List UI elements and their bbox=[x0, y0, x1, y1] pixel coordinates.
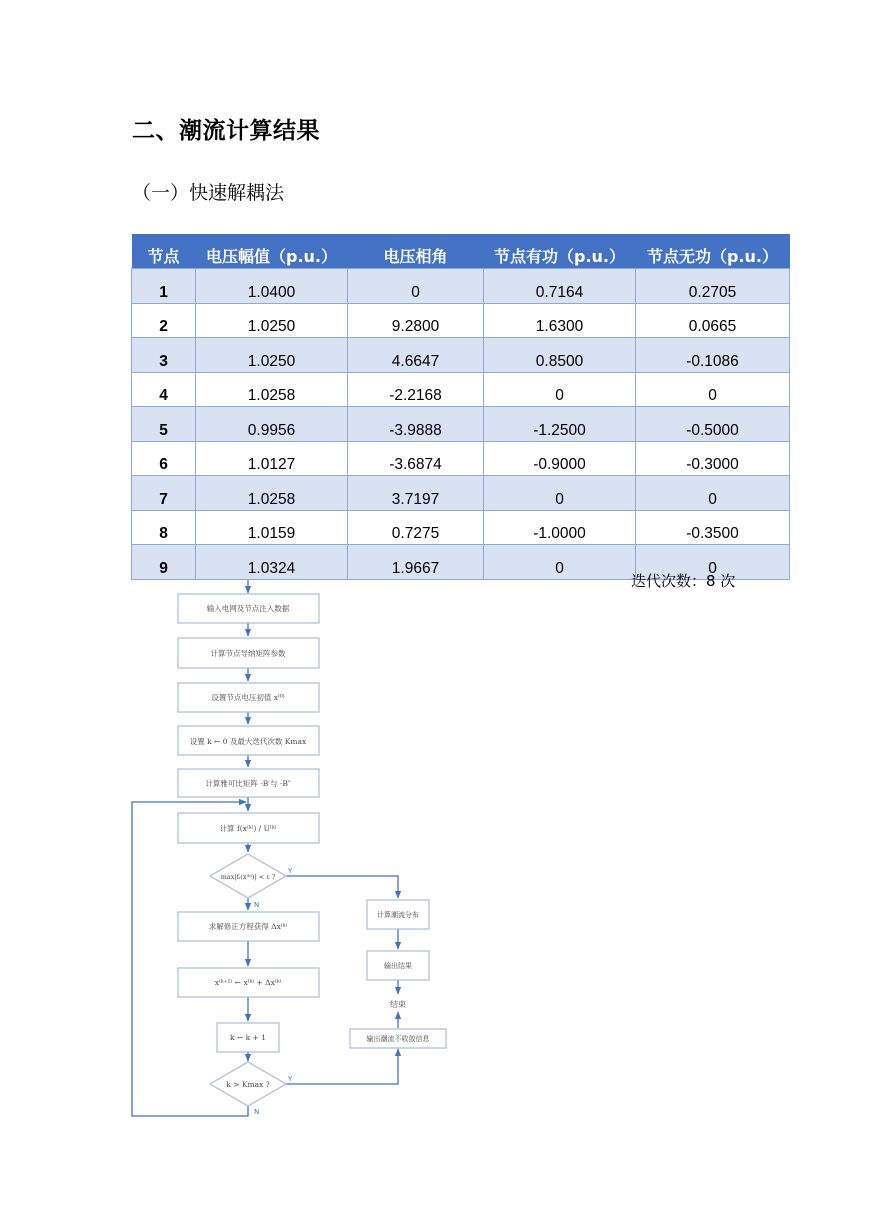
cell-node: 3 bbox=[132, 338, 196, 373]
cell-voltage-magnitude: 1.0250 bbox=[196, 303, 348, 338]
step-admittance-text: 计算节点导纳矩阵参数 bbox=[210, 649, 286, 658]
step-output-text: 输出结果 bbox=[384, 962, 412, 970]
cell-voltage-angle: 0.7275 bbox=[348, 510, 484, 545]
column-header-active-power: 节点有功（p.u.） bbox=[484, 234, 636, 269]
cell-active-power: 0 bbox=[484, 545, 636, 580]
column-header-voltage-magnitude: 电压幅值（p.u.） bbox=[196, 234, 348, 269]
cell-voltage-angle: 0 bbox=[348, 269, 484, 304]
cell-voltage-angle: -3.9888 bbox=[348, 407, 484, 442]
cell-active-power: 0 bbox=[484, 476, 636, 511]
step-end-text: 结束 bbox=[390, 1000, 406, 1009]
cell-node: 6 bbox=[132, 441, 196, 476]
cell-reactive-power: -0.5000 bbox=[636, 407, 790, 442]
step-set-k-text: 设置 k ← 0 及最大迭代次数 Kmax bbox=[189, 737, 307, 746]
cell-voltage-angle: 4.6647 bbox=[348, 338, 484, 373]
decision-converge-text: max|fᵢ(x⁽ᵏ⁾)| < ε ? bbox=[220, 873, 276, 881]
cell-node: 9 bbox=[132, 545, 196, 580]
cell-voltage-angle: 9.2800 bbox=[348, 303, 484, 338]
column-header-node: 节点 bbox=[132, 234, 196, 269]
step-calc-flow-text: 计算潮流分布 bbox=[377, 911, 419, 919]
cell-active-power: 0 bbox=[484, 372, 636, 407]
cell-voltage-magnitude: 1.0258 bbox=[196, 476, 348, 511]
cell-reactive-power: 0 bbox=[636, 372, 790, 407]
cell-reactive-power: -0.1086 bbox=[636, 338, 790, 373]
cell-node: 8 bbox=[132, 510, 196, 545]
step-update-text: x⁽ᵏ⁺¹⁾ ← x⁽ᵏ⁾ + Δx⁽ᵏ⁾ bbox=[214, 978, 282, 987]
step-input-text: 输入电网及节点注入数据 bbox=[206, 604, 290, 613]
cell-voltage-magnitude: 1.0159 bbox=[196, 510, 348, 545]
subsection-title: （一）快速解耦法 bbox=[132, 182, 285, 204]
column-header-reactive-power: 节点无功（p.u.） bbox=[636, 234, 790, 269]
step-solve-text: 求解修正方程获得 Δx⁽ᵏ⁾ bbox=[208, 922, 288, 931]
cell-voltage-angle: 3.7197 bbox=[348, 476, 484, 511]
column-header-voltage-angle: 电压相角 bbox=[348, 234, 484, 269]
section-title: 二、潮流计算结果 bbox=[132, 118, 320, 144]
cell-active-power: 0.7164 bbox=[484, 269, 636, 304]
arrow-yes-converge bbox=[286, 876, 398, 898]
iteration-count-note: 迭代次数：8 次 bbox=[631, 572, 736, 590]
cell-voltage-angle: -2.2168 bbox=[348, 372, 484, 407]
cell-node: 5 bbox=[132, 407, 196, 442]
cell-reactive-power: 0 bbox=[636, 476, 790, 511]
step-compute-f-text: 计算 f(x⁽ᵏ⁾) / U⁽ᵏ⁾ bbox=[219, 824, 277, 833]
cell-reactive-power: 0.2705 bbox=[636, 269, 790, 304]
cell-reactive-power: -0.3500 bbox=[636, 510, 790, 545]
cell-node: 2 bbox=[132, 303, 196, 338]
cell-voltage-angle: -3.6874 bbox=[348, 441, 484, 476]
cell-node: 7 bbox=[132, 476, 196, 511]
label-yes-max: Y bbox=[288, 1075, 293, 1083]
arrow-yes-max bbox=[286, 1049, 398, 1084]
label-no-converge: N bbox=[254, 901, 260, 909]
cell-reactive-power: -0.3000 bbox=[636, 441, 790, 476]
label-no-max: N bbox=[254, 1108, 260, 1116]
cell-voltage-magnitude: 0.9956 bbox=[196, 407, 348, 442]
cell-node: 4 bbox=[132, 372, 196, 407]
step-init-voltage-text: 设置节点电压初值 x⁽⁰⁾ bbox=[211, 693, 285, 702]
cell-active-power: -1.0000 bbox=[484, 510, 636, 545]
cell-active-power: -1.2500 bbox=[484, 407, 636, 442]
step-no-converge-text: 输出潮流不收敛信息 bbox=[366, 1035, 430, 1043]
cell-voltage-magnitude: 1.0400 bbox=[196, 269, 348, 304]
cell-voltage-magnitude: 1.0324 bbox=[196, 545, 348, 580]
cell-reactive-power: 0.0665 bbox=[636, 303, 790, 338]
cell-active-power: -0.9000 bbox=[484, 441, 636, 476]
cell-node: 1 bbox=[132, 269, 196, 304]
cell-voltage-magnitude: 1.0258 bbox=[196, 372, 348, 407]
cell-reactive-power: 0 bbox=[636, 545, 790, 580]
cell-voltage-magnitude: 1.0250 bbox=[196, 338, 348, 373]
cell-voltage-magnitude: 1.0127 bbox=[196, 441, 348, 476]
loop-back-line bbox=[132, 802, 248, 1116]
decision-max-text: k > Kmax ? bbox=[226, 1080, 270, 1089]
cell-active-power: 0.8500 bbox=[484, 338, 636, 373]
label-yes-converge: Y bbox=[288, 867, 293, 875]
step-jacobian-text: 计算雅可比矩阵 -B′与 -B″ bbox=[205, 779, 291, 788]
step-increment-text: k ← k + 1 bbox=[230, 1033, 266, 1042]
cell-active-power: 1.6300 bbox=[484, 303, 636, 338]
cell-voltage-angle: 1.9667 bbox=[348, 545, 484, 580]
